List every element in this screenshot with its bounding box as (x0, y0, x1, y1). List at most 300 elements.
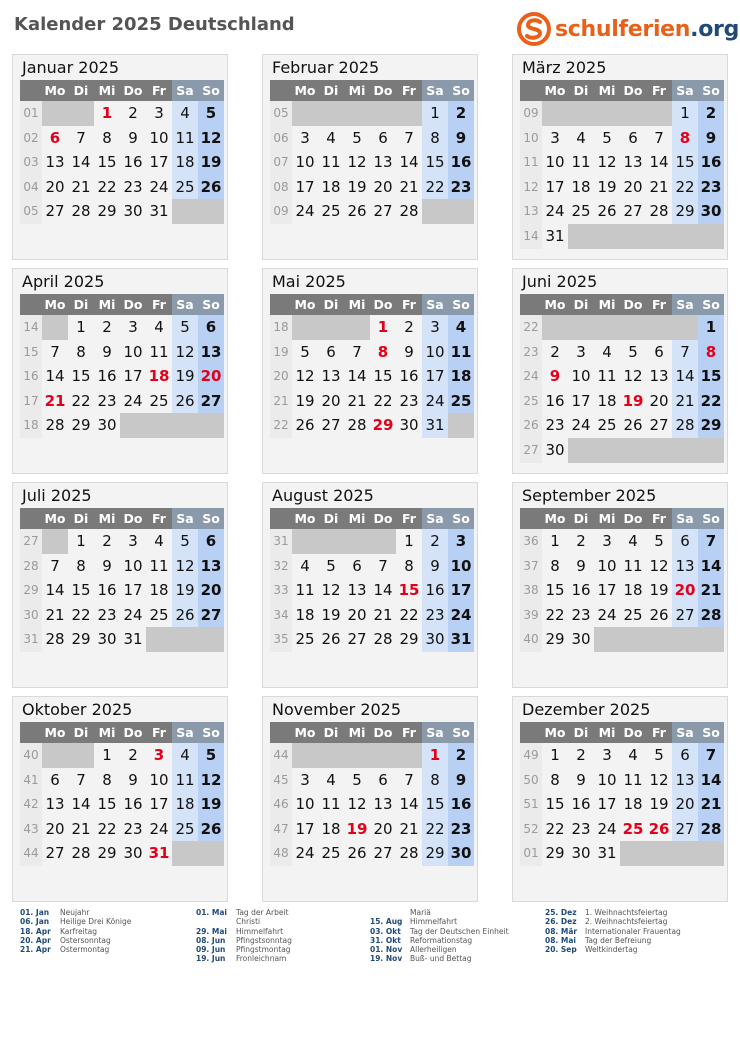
day-cell[interactable]: 30 (97, 416, 117, 435)
day-cell[interactable]: 16 (97, 367, 117, 386)
day-cell[interactable]: 27 (45, 202, 65, 221)
day-cell[interactable]: 12 (623, 367, 643, 386)
day-cell[interactable]: 23 (448, 175, 474, 200)
day-cell[interactable]: 21 (698, 578, 724, 603)
day-cell[interactable]: 22 (545, 819, 565, 838)
day-cell[interactable]: 15 (71, 581, 91, 600)
day-cell[interactable]: 13 (347, 581, 367, 600)
day-cell[interactable]: 25 (172, 817, 198, 842)
day-cell[interactable]: 9 (102, 342, 112, 361)
day-cell[interactable]: 31 (123, 630, 143, 649)
day-cell[interactable]: 26 (347, 202, 367, 221)
day-cell[interactable]: 9 (448, 126, 474, 151)
day-cell[interactable]: 24 (123, 391, 143, 410)
day-cell[interactable]: 14 (698, 554, 724, 579)
schulferien-logo[interactable] (516, 10, 739, 48)
day-cell[interactable]: 16 (448, 792, 474, 817)
day-cell[interactable]: 15 (422, 150, 448, 175)
holiday-day-cell[interactable]: 20 (672, 578, 698, 603)
day-cell[interactable]: 15 (672, 150, 698, 175)
day-cell[interactable]: 4 (154, 532, 164, 550)
day-cell[interactable]: 31 (545, 226, 565, 245)
holiday-day-cell[interactable]: 8 (672, 126, 698, 151)
day-cell[interactable]: 6 (198, 315, 224, 340)
day-cell[interactable]: 29 (71, 630, 91, 649)
day-cell[interactable]: 23 (545, 416, 565, 435)
holiday-day-cell[interactable]: 1 (422, 743, 448, 768)
day-cell[interactable]: 26 (295, 416, 315, 435)
day-cell[interactable]: 25 (448, 389, 474, 414)
day-cell[interactable]: 18 (571, 177, 591, 196)
day-cell[interactable]: 16 (545, 391, 565, 410)
day-cell[interactable]: 26 (347, 844, 367, 863)
day-cell[interactable]: 19 (321, 605, 341, 624)
day-cell[interactable]: 8 (404, 556, 414, 575)
day-cell[interactable]: 5 (352, 770, 362, 789)
day-cell[interactable]: 31 (448, 627, 474, 652)
day-cell[interactable]: 8 (550, 770, 560, 789)
day-cell[interactable]: 1 (76, 532, 86, 550)
day-cell[interactable]: 21 (649, 177, 669, 196)
day-cell[interactable]: 21 (399, 177, 419, 196)
day-cell[interactable]: 2 (422, 529, 448, 554)
day-cell[interactable]: 26 (597, 202, 617, 221)
day-cell[interactable]: 18 (149, 581, 169, 600)
day-cell[interactable]: 4 (576, 128, 586, 147)
day-cell[interactable]: 13 (321, 367, 341, 386)
day-cell[interactable]: 28 (399, 844, 419, 863)
day-cell[interactable]: 25 (149, 391, 169, 410)
day-cell[interactable]: 28 (45, 416, 65, 435)
day-cell[interactable]: 31 (422, 413, 448, 438)
day-cell[interactable]: 20 (321, 391, 341, 410)
day-cell[interactable]: 13 (45, 153, 65, 172)
day-cell[interactable]: 28 (399, 202, 419, 221)
day-cell[interactable]: 5 (654, 532, 664, 550)
day-cell[interactable]: 16 (448, 150, 474, 175)
day-cell[interactable]: 8 (102, 770, 112, 789)
day-cell[interactable]: 7 (76, 128, 86, 147)
day-cell[interactable]: 28 (698, 817, 724, 842)
day-cell[interactable]: 14 (71, 795, 91, 814)
day-cell[interactable]: 22 (97, 819, 117, 838)
day-cell[interactable]: 15 (422, 792, 448, 817)
day-cell[interactable]: 24 (571, 416, 591, 435)
holiday-day-cell[interactable]: 25 (622, 819, 644, 838)
day-cell[interactable]: 6 (352, 556, 362, 575)
day-cell[interactable]: 4 (326, 128, 336, 147)
day-cell[interactable]: 23 (97, 391, 117, 410)
day-cell[interactable]: 7 (654, 128, 664, 147)
day-cell[interactable]: 4 (628, 532, 638, 550)
day-cell[interactable]: 5 (602, 128, 612, 147)
day-cell[interactable]: 29 (71, 416, 91, 435)
day-cell[interactable]: 4 (154, 318, 164, 336)
day-cell[interactable]: 5 (172, 529, 198, 554)
day-cell[interactable]: 2 (576, 532, 586, 550)
day-cell[interactable]: 24 (123, 605, 143, 624)
day-cell[interactable]: 27 (672, 603, 698, 628)
day-cell[interactable]: 3 (300, 770, 310, 789)
holiday-day-cell[interactable]: 29 (372, 416, 394, 435)
day-cell[interactable]: 17 (545, 177, 565, 196)
day-cell[interactable]: 25 (571, 202, 591, 221)
day-cell[interactable]: 2 (404, 318, 414, 336)
day-cell[interactable]: 11 (448, 340, 474, 365)
day-cell[interactable]: 24 (545, 202, 565, 221)
day-cell[interactable]: 2 (448, 743, 474, 768)
day-cell[interactable]: 19 (347, 177, 367, 196)
day-cell[interactable]: 9 (422, 554, 448, 579)
day-cell[interactable]: 14 (45, 581, 65, 600)
day-cell[interactable]: 9 (576, 556, 586, 575)
day-cell[interactable]: 27 (45, 844, 65, 863)
day-cell[interactable]: 23 (422, 603, 448, 628)
day-cell[interactable]: 17 (448, 578, 474, 603)
day-cell[interactable]: 11 (149, 342, 169, 361)
day-cell[interactable]: 4 (602, 342, 612, 361)
day-cell[interactable]: 28 (373, 630, 393, 649)
day-cell[interactable]: 15 (545, 795, 565, 814)
day-cell[interactable]: 1 (550, 746, 560, 764)
day-cell[interactable]: 17 (295, 177, 315, 196)
day-cell[interactable]: 29 (698, 413, 724, 438)
day-cell[interactable]: 14 (71, 153, 91, 172)
day-cell[interactable]: 24 (597, 819, 617, 838)
day-cell[interactable]: 31 (149, 202, 169, 221)
day-cell[interactable]: 28 (347, 416, 367, 435)
day-cell[interactable]: 29 (422, 841, 448, 866)
day-cell[interactable]: 12 (321, 581, 341, 600)
day-cell[interactable]: 3 (448, 529, 474, 554)
day-cell[interactable]: 22 (97, 177, 117, 196)
day-cell[interactable]: 7 (50, 556, 60, 575)
holiday-day-cell[interactable]: 1 (101, 104, 113, 122)
holiday-day-cell[interactable]: 31 (148, 844, 170, 863)
day-cell[interactable]: 3 (550, 128, 560, 147)
day-cell[interactable]: 30 (545, 440, 565, 459)
day-cell[interactable]: 3 (154, 104, 164, 122)
day-cell[interactable]: 13 (373, 153, 393, 172)
day-cell[interactable]: 22 (422, 817, 448, 842)
day-cell[interactable]: 20 (373, 177, 393, 196)
day-cell[interactable]: 29 (97, 202, 117, 221)
day-cell[interactable]: 24 (597, 605, 617, 624)
day-cell[interactable]: 20 (45, 819, 65, 838)
day-cell[interactable]: 19 (295, 391, 315, 410)
day-cell[interactable]: 5 (198, 101, 224, 126)
day-cell[interactable]: 23 (571, 819, 591, 838)
day-cell[interactable]: 7 (352, 342, 362, 361)
day-cell[interactable]: 17 (295, 819, 315, 838)
day-cell[interactable]: 8 (550, 556, 560, 575)
day-cell[interactable]: 17 (597, 581, 617, 600)
day-cell[interactable]: 28 (71, 202, 91, 221)
day-cell[interactable]: 27 (321, 416, 341, 435)
day-cell[interactable]: 9 (128, 128, 138, 147)
day-cell[interactable]: 6 (378, 770, 388, 789)
day-cell[interactable]: 26 (649, 605, 669, 624)
day-cell[interactable]: 21 (698, 792, 724, 817)
day-cell[interactable]: 13 (672, 768, 698, 793)
day-cell[interactable]: 23 (698, 175, 724, 200)
day-cell[interactable]: 6 (50, 770, 60, 789)
day-cell[interactable]: 18 (321, 819, 341, 838)
day-cell[interactable]: 30 (698, 199, 724, 224)
day-cell[interactable]: 11 (623, 770, 643, 789)
day-cell[interactable]: 21 (71, 819, 91, 838)
day-cell[interactable]: 19 (172, 578, 198, 603)
day-cell[interactable]: 10 (149, 128, 169, 147)
holiday-day-cell[interactable]: 18 (148, 367, 170, 386)
day-cell[interactable]: 3 (576, 342, 586, 361)
day-cell[interactable]: 16 (399, 367, 419, 386)
day-cell[interactable]: 10 (149, 770, 169, 789)
day-cell[interactable]: 20 (45, 177, 65, 196)
day-cell[interactable]: 17 (149, 153, 169, 172)
holiday-day-cell[interactable]: 1 (377, 318, 389, 336)
day-cell[interactable]: 27 (347, 630, 367, 649)
day-cell[interactable]: 26 (198, 175, 224, 200)
day-cell[interactable]: 6 (198, 529, 224, 554)
day-cell[interactable]: 15 (545, 581, 565, 600)
holiday-day-cell[interactable]: 8 (377, 342, 389, 361)
day-cell[interactable]: 17 (422, 364, 448, 389)
day-cell[interactable]: 2 (698, 101, 724, 126)
day-cell[interactable]: 9 (102, 556, 112, 575)
day-cell[interactable]: 11 (321, 153, 341, 172)
day-cell[interactable]: 28 (71, 844, 91, 863)
day-cell[interactable]: 14 (399, 153, 419, 172)
day-cell[interactable]: 10 (123, 342, 143, 361)
day-cell[interactable]: 3 (602, 532, 612, 550)
day-cell[interactable]: 22 (698, 389, 724, 414)
day-cell[interactable]: 7 (672, 340, 698, 365)
day-cell[interactable]: 12 (198, 126, 224, 151)
day-cell[interactable]: 1 (102, 746, 112, 764)
day-cell[interactable]: 16 (422, 578, 448, 603)
day-cell[interactable]: 3 (602, 746, 612, 764)
day-cell[interactable]: 14 (672, 364, 698, 389)
day-cell[interactable]: 16 (123, 795, 143, 814)
holiday-day-cell[interactable]: 9 (549, 367, 561, 386)
day-cell[interactable]: 14 (649, 153, 669, 172)
day-cell[interactable]: 30 (571, 630, 591, 649)
day-cell[interactable]: 20 (347, 605, 367, 624)
day-cell[interactable]: 15 (71, 367, 91, 386)
day-cell[interactable]: 6 (378, 128, 388, 147)
day-cell[interactable]: 15 (698, 364, 724, 389)
day-cell[interactable]: 10 (545, 153, 565, 172)
day-cell[interactable]: 9 (576, 770, 586, 789)
day-cell[interactable]: 3 (300, 128, 310, 147)
day-cell[interactable]: 17 (571, 391, 591, 410)
day-cell[interactable]: 7 (378, 556, 388, 575)
day-cell[interactable]: 13 (373, 795, 393, 814)
day-cell[interactable]: 22 (545, 605, 565, 624)
day-cell[interactable]: 30 (399, 416, 419, 435)
day-cell[interactable]: 19 (649, 795, 669, 814)
day-cell[interactable]: 18 (623, 795, 643, 814)
holiday-day-cell[interactable]: 21 (44, 391, 66, 410)
holiday-day-cell[interactable]: 26 (648, 819, 670, 838)
day-cell[interactable]: 23 (123, 819, 143, 838)
day-cell[interactable]: 1 (550, 532, 560, 550)
day-cell[interactable]: 5 (198, 743, 224, 768)
day-cell[interactable]: 4 (628, 746, 638, 764)
day-cell[interactable]: 31 (597, 844, 617, 863)
day-cell[interactable]: 23 (123, 177, 143, 196)
day-cell[interactable]: 26 (172, 603, 198, 628)
day-cell[interactable]: 18 (172, 792, 198, 817)
day-cell[interactable]: 11 (149, 556, 169, 575)
day-cell[interactable]: 21 (45, 605, 65, 624)
day-cell[interactable]: 4 (326, 770, 336, 789)
day-cell[interactable]: 30 (571, 844, 591, 863)
day-cell[interactable]: 19 (198, 792, 224, 817)
day-cell[interactable]: 10 (448, 554, 474, 579)
day-cell[interactable]: 24 (149, 177, 169, 196)
day-cell[interactable]: 25 (172, 175, 198, 200)
day-cell[interactable]: 22 (672, 175, 698, 200)
day-cell[interactable]: 1 (698, 315, 724, 340)
day-cell[interactable]: 24 (422, 389, 448, 414)
day-cell[interactable]: 13 (198, 554, 224, 579)
day-cell[interactable]: 12 (347, 795, 367, 814)
day-cell[interactable]: 16 (123, 153, 143, 172)
day-cell[interactable]: 9 (404, 342, 414, 361)
day-cell[interactable]: 16 (571, 795, 591, 814)
day-cell[interactable]: 25 (597, 416, 617, 435)
day-cell[interactable]: 25 (321, 844, 341, 863)
day-cell[interactable]: 14 (373, 581, 393, 600)
day-cell[interactable]: 29 (97, 844, 117, 863)
day-cell[interactable]: 11 (172, 768, 198, 793)
day-cell[interactable]: 26 (198, 817, 224, 842)
holiday-day-cell[interactable]: 6 (49, 128, 61, 147)
holiday-day-cell[interactable]: 3 (153, 746, 165, 764)
day-cell[interactable]: 15 (373, 367, 393, 386)
day-cell[interactable]: 24 (295, 844, 315, 863)
day-cell[interactable]: 12 (347, 153, 367, 172)
day-cell[interactable]: 2 (102, 318, 112, 336)
day-cell[interactable]: 22 (71, 605, 91, 624)
day-cell[interactable]: 18 (172, 150, 198, 175)
day-cell[interactable]: 4 (448, 315, 474, 340)
day-cell[interactable]: 27 (198, 603, 224, 628)
day-cell[interactable]: 23 (399, 391, 419, 410)
day-cell[interactable]: 2 (102, 532, 112, 550)
day-cell[interactable]: 5 (654, 746, 664, 764)
day-cell[interactable]: 7 (698, 529, 724, 554)
day-cell[interactable]: 16 (698, 150, 724, 175)
day-cell[interactable]: 27 (672, 817, 698, 842)
day-cell[interactable]: 12 (597, 153, 617, 172)
day-cell[interactable]: 30 (422, 627, 448, 652)
day-cell[interactable]: 28 (698, 603, 724, 628)
holiday-day-cell[interactable]: 19 (622, 391, 644, 410)
day-cell[interactable]: 2 (550, 342, 560, 361)
day-cell[interactable]: 6 (654, 342, 664, 361)
day-cell[interactable]: 14 (347, 367, 367, 386)
day-cell[interactable]: 6 (672, 529, 698, 554)
day-cell[interactable]: 21 (672, 389, 698, 414)
day-cell[interactable]: 6 (326, 342, 336, 361)
holiday-day-cell[interactable]: 19 (346, 819, 368, 838)
day-cell[interactable]: 16 (571, 581, 591, 600)
day-cell[interactable]: 24 (149, 819, 169, 838)
day-cell[interactable]: 27 (373, 844, 393, 863)
day-cell[interactable]: 27 (373, 202, 393, 221)
day-cell[interactable]: 25 (295, 630, 315, 649)
day-cell[interactable]: 4 (172, 101, 198, 126)
day-cell[interactable]: 23 (571, 605, 591, 624)
day-cell[interactable]: 26 (623, 416, 643, 435)
day-cell[interactable]: 24 (295, 202, 315, 221)
day-cell[interactable]: 17 (149, 795, 169, 814)
day-cell[interactable]: 2 (128, 104, 138, 122)
holiday-day-cell[interactable]: 20 (198, 364, 224, 389)
day-cell[interactable]: 10 (123, 556, 143, 575)
day-cell[interactable]: 25 (623, 605, 643, 624)
day-cell[interactable]: 11 (172, 126, 198, 151)
day-cell[interactable]: 19 (172, 364, 198, 389)
day-cell[interactable]: 17 (123, 367, 143, 386)
day-cell[interactable]: 8 (102, 128, 112, 147)
day-cell[interactable]: 6 (628, 128, 638, 147)
day-cell[interactable]: 6 (672, 743, 698, 768)
day-cell[interactable]: 22 (71, 391, 91, 410)
day-cell[interactable]: 7 (404, 770, 414, 789)
holiday-day-cell[interactable]: 15 (398, 581, 420, 600)
day-cell[interactable]: 25 (149, 605, 169, 624)
day-cell[interactable]: 21 (347, 391, 367, 410)
day-cell[interactable]: 10 (295, 153, 315, 172)
day-cell[interactable]: 30 (123, 202, 143, 221)
day-cell[interactable]: 4 (172, 743, 198, 768)
day-cell[interactable]: 5 (628, 342, 638, 361)
day-cell[interactable]: 18 (448, 364, 474, 389)
day-cell[interactable]: 21 (373, 605, 393, 624)
day-cell[interactable]: 15 (97, 795, 117, 814)
day-cell[interactable]: 5 (326, 556, 336, 575)
day-cell[interactable]: 22 (373, 391, 393, 410)
day-cell[interactable]: 9 (448, 768, 474, 793)
day-cell[interactable]: 27 (649, 416, 669, 435)
day-cell[interactable]: 28 (649, 202, 669, 221)
day-cell[interactable]: 12 (649, 556, 669, 575)
day-cell[interactable]: 17 (597, 795, 617, 814)
day-cell[interactable]: 2 (448, 101, 474, 126)
day-cell[interactable]: 19 (649, 581, 669, 600)
day-cell[interactable]: 21 (71, 177, 91, 196)
day-cell[interactable]: 27 (198, 389, 224, 414)
day-cell[interactable]: 20 (672, 792, 698, 817)
day-cell[interactable]: 18 (321, 177, 341, 196)
day-cell[interactable]: 28 (45, 630, 65, 649)
day-cell[interactable]: 19 (198, 150, 224, 175)
day-cell[interactable]: 8 (422, 768, 448, 793)
day-cell[interactable]: 29 (545, 630, 565, 649)
day-cell[interactable]: 3 (128, 318, 138, 336)
day-cell[interactable]: 8 (76, 342, 86, 361)
day-cell[interactable]: 13 (672, 554, 698, 579)
day-cell[interactable]: 18 (597, 391, 617, 410)
day-cell[interactable]: 2 (128, 746, 138, 764)
day-cell[interactable]: 1 (76, 318, 86, 336)
day-cell[interactable]: 9 (128, 770, 138, 789)
day-cell[interactable]: 11 (597, 367, 617, 386)
